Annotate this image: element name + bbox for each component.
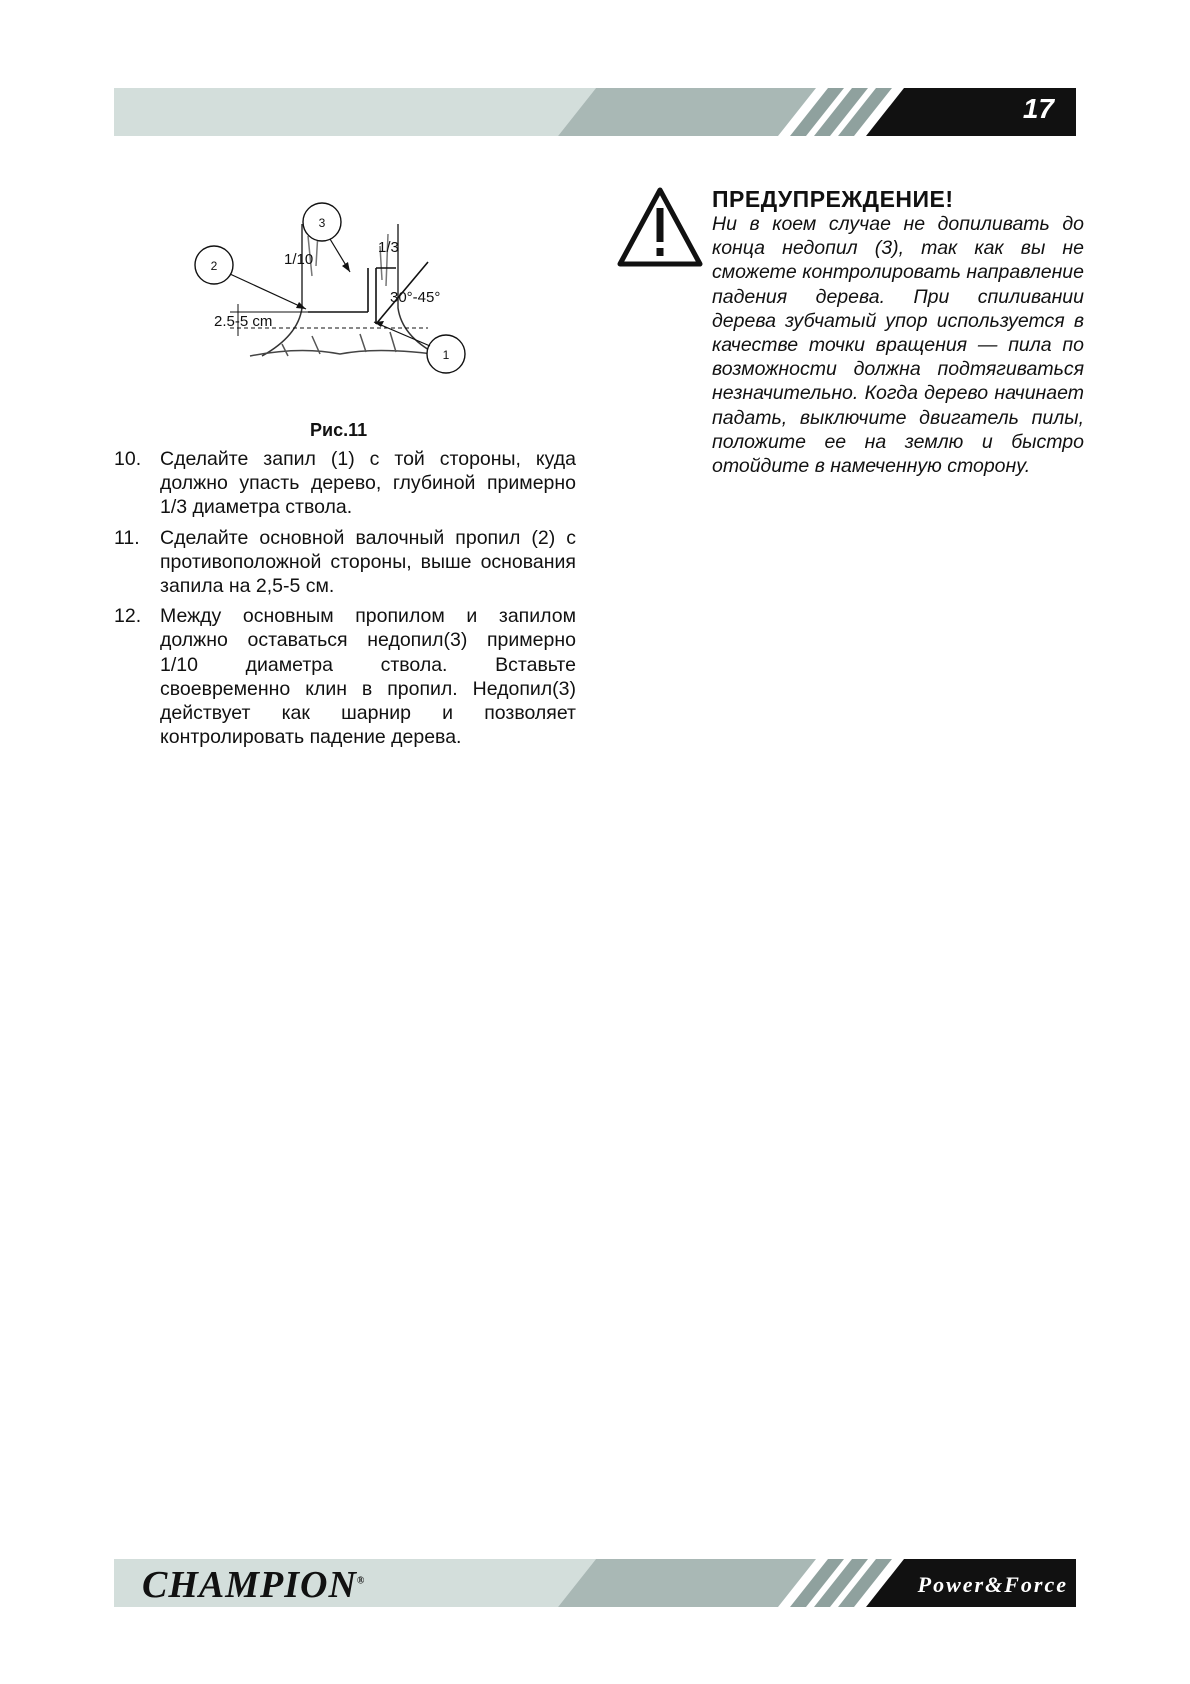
- step-text: Сделайте запил (1) с той стороны, куда должно упасть дерево, глубиной примерно 1/3 диаметра ствола.: [160, 448, 576, 519]
- step-number: 12.: [114, 605, 142, 628]
- brand-tagline: Power&Force: [917, 1572, 1068, 1597]
- step-number: 11.: [114, 526, 140, 549]
- page-number: 17: [1022, 93, 1054, 124]
- callout-2-number: 2: [210, 259, 218, 273]
- band-light-segment: [114, 88, 596, 136]
- brand-name: CHAMPION: [142, 1564, 357, 1606]
- warning-triangle-icon: [616, 186, 704, 268]
- list-item: [114, 447, 576, 520]
- band-mid-segment: [558, 1559, 816, 1607]
- step-text: Между основным пропилом и запилом должно оставаться недопил(3) примерно 1/10 диаметра ствола. Вставьте своевременно клин в пропил. Недопил(3) действует как шарнир и позволяет контролировать падение дерева.: [160, 605, 576, 749]
- step-number: 10.: [114, 448, 142, 470]
- callout-1: [374, 321, 465, 373]
- callout-1-number: 1: [442, 348, 450, 362]
- champion-logo: [142, 1563, 365, 1607]
- label-angle: 30°-45°: [390, 289, 441, 306]
- label-one-tenth: 1/10: [284, 251, 314, 268]
- header-band: [0, 80, 1190, 140]
- label-one-third: 1/3: [378, 239, 399, 256]
- warning-title: ПРЕДУПРЕЖДЕНИЕ!: [712, 186, 954, 212]
- felling-diagram: [190, 196, 510, 386]
- label-depth: 2.5-5 cm: [214, 313, 273, 330]
- list-item: [114, 604, 576, 749]
- callout-3-number: 3: [318, 216, 326, 230]
- registered-mark: ®: [356, 1575, 366, 1587]
- instruction-list: [114, 447, 576, 755]
- band-mid-segment: [558, 88, 816, 136]
- warning-text: Ни в коем случае не допиливать до конца недопил (3), так как вы не сможете контролировать направление падения дерева. При спиливании дерева зубчатый упор используется в качестве точки вращения — пила по возможности должна подтягиваться незначительно. Когда дерево начинает падать, выключите двигатель пилы, положите ее на землю и быстро отойдите в намеченную сторону.: [712, 213, 1084, 478]
- figure-caption: Рис.11: [310, 420, 368, 440]
- list-item: [114, 526, 576, 599]
- step-text: Сделайте основной валочный пропил (2) с противоположной стороны, выше основания запила на 2,5-5 см.: [160, 526, 576, 598]
